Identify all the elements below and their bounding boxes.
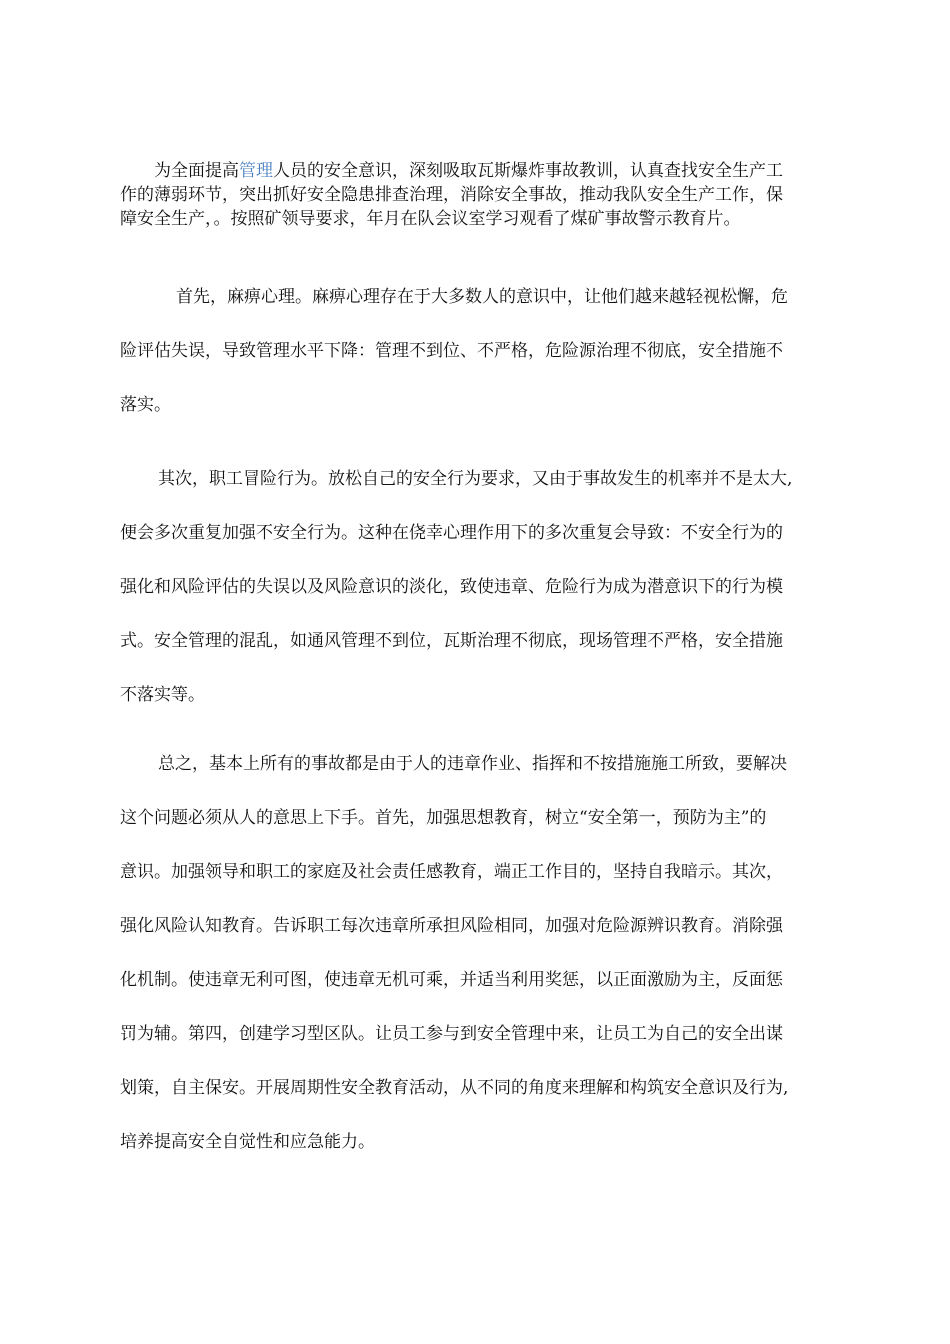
paragraph-second — [120, 452, 832, 722]
paragraph-first-line: 落实。 — [120, 395, 171, 415]
paragraph-second-line: 不落实等。 — [120, 685, 205, 705]
intro-line-3: 障安全生产，。按照矿领导要求，年月在队会议室学习观看了煤矿事故警示教育片。 — [120, 209, 741, 229]
paragraph-second-line: 式。安全管理的混乱，如通风管理不到位，瓦斯治理不彻底，现场管理不严格，安全措施 — [120, 631, 783, 651]
management-link[interactable]: 管理 — [239, 161, 273, 181]
intro-line-1 — [120, 159, 832, 183]
paragraph-summary-line: 这个问题必须从人的意思上下手。首先，加强思想教育，树立“安全第一，预防为主”的 — [120, 808, 767, 828]
paragraph-summary-line: 培养提高安全自觉性和应急能力。 — [120, 1132, 375, 1152]
paragraph-first-line: 首先，麻痹心理。麻痹心理存在于大多数人的意识中，让他们越来越轻视松懈，危 — [176, 287, 788, 307]
paragraph-summary-line: 罚为辅。第四，创建学习型区队。让员工参与到安全管理中来，让员工为自己的安全出谋 — [120, 1024, 783, 1044]
paragraph-second-line: 强化和风险评估的失误以及风险意识的淡化，致使违章、危险行为成为潜意识下的行为模 — [120, 577, 783, 597]
intro-paragraph — [120, 159, 832, 231]
paragraph-summary-line: 划策，自主保安。开展周期性安全教育活动，从不同的角度来理解和构筑安全意识及行为, — [120, 1078, 789, 1098]
paragraph-first-line: 险评估失误，导致管理水平下降：管理不到位、不严格，危险源治理不彻底，安全措施不 — [120, 341, 783, 361]
paragraph-summary-line: 化机制。使违章无利可图，使违章无机可乘，并适当利用奖惩，以正面激励为主，反面惩 — [120, 970, 783, 990]
paragraph-first — [120, 270, 832, 432]
paragraph-second-line: 其次，职工冒险行为。放松自己的安全行为要求，又由于事故发生的机率并不是太大, — [158, 469, 793, 489]
paragraph-summary — [120, 737, 832, 1169]
intro-line-1-text-end: 人员的安全意识，深刻吸取瓦斯爆炸事故教训，认真查找安全生产工 — [273, 161, 783, 181]
paragraph-summary-line: 意识。加强领导和职工的家庭及社会责任感教育，端正工作目的，坚持自我暗示。其次， — [120, 862, 783, 882]
intro-line-1-text-start: 为全面提高 — [154, 161, 239, 181]
intro-line-2: 作的薄弱环节，突出抓好安全隐患排查治理，消除安全事故，推动我队安全生产工作，保 — [120, 185, 783, 205]
paragraph-summary-line: 总之，基本上所有的事故都是由于人的违章作业、指挥和不按措施施工所致，要解决 — [158, 754, 787, 774]
paragraph-second-line: 便会多次重复加强不安全行为。这种在侥幸心理作用下的多次重复会导致：不安全行为的 — [120, 523, 783, 543]
paragraph-summary-line: 强化风险认知教育。告诉职工每次违章所承担风险相同，加强对危险源辨识教育。消除强 — [120, 916, 783, 936]
